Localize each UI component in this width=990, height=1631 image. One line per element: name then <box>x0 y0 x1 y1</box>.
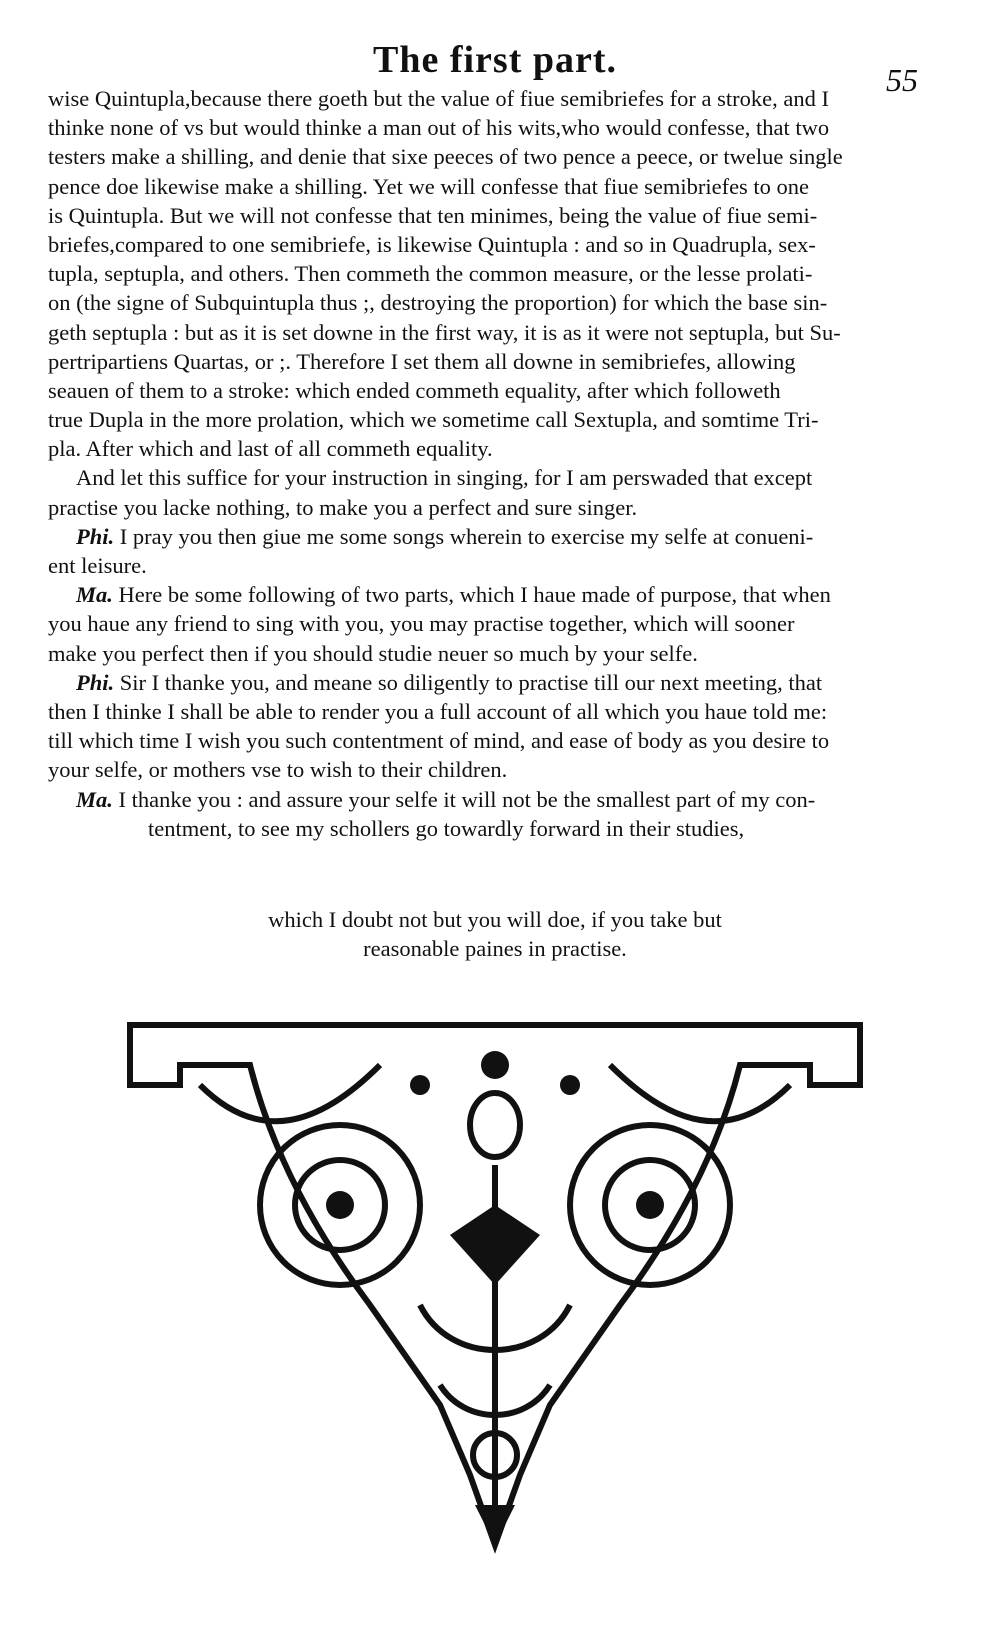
text-line: ent leisure. <box>48 553 147 578</box>
text-line: then I thinke I shall be able to render you a full account of all which you haue told me: <box>48 698 828 724</box>
tailpiece-ornament <box>120 1005 870 1565</box>
text-line: you haue any friend to sing with you, you may practise together, which will sooner <box>48 611 795 637</box>
speech-text: I thanke you : and assure your selfe it will not be the smallest part of my con- <box>118 786 816 812</box>
speaker-label: Phi. <box>76 523 115 549</box>
text-line: on (the signe of Subquintupla thus ;, destroying the proportion) for which the base sin- <box>48 290 828 316</box>
text-line: testers make a shilling, and denie that sixe peeces of two pence a peece, or twelue single <box>48 144 843 170</box>
text-line: And let this suffice for your instruction in singing, for I am perswaded that except <box>76 465 813 491</box>
speech-text: I pray you then giue me some songs wherein to exercise my selfe at conueni- <box>119 523 814 549</box>
closing-line: reasonable paines in practise. <box>363 936 627 961</box>
text-line: thinke none of vs but would thinke a man out of his wits,who would confesse, that two <box>48 115 830 141</box>
center-cartouche <box>470 1093 520 1157</box>
text-line: pertripartiens Quartas, or ;. Therefore I set them all downe in semibriefes, allowing <box>48 348 796 374</box>
text-line: practise you lacke nothing, to make you a perfect and sure singer. <box>48 494 638 520</box>
text-line: till which time I wish you such contentment of mind, and ease of body as you desire to <box>48 728 830 754</box>
text-line: your selfe, or mothers vse to wish to their children. <box>48 757 508 783</box>
text-line: seauen of them to a stroke: which ended commeth equality, after which followeth <box>48 377 781 403</box>
text-line: make you perfect then if you should studie neuer so much by your selfe. <box>48 640 698 666</box>
closing-line: which I doubt not but you will doe, if you take but <box>268 907 722 932</box>
main-text <box>48 84 938 843</box>
running-title: The first part. <box>372 39 618 81</box>
dialogue-line <box>48 668 938 697</box>
text-line: true Dupla in the more prolation, which we sometime call Sextupla, and somtime Tri- <box>48 407 819 433</box>
left-garland <box>200 1065 380 1121</box>
page-header <box>0 38 990 98</box>
text-line: briefes,compared to one semibriefe, is likewise Quintupla : and so in Quadrupla, sex- <box>48 231 816 257</box>
speaker-label: Phi. <box>76 669 115 695</box>
page-number: 55 <box>886 62 918 98</box>
speaker-label: Ma. <box>76 786 113 812</box>
dialogue-line <box>48 580 938 609</box>
text-line: pla. After which and last of all commeth equality. <box>48 436 493 462</box>
text-line: geth septupla : but as it is set downe in the first way, it is as it were not septupla, but Su- <box>48 319 841 345</box>
dialogue-line <box>48 785 938 814</box>
text-line: tupla, septupla, and others. Then commeth the common measure, or the lesse prolati- <box>48 261 813 287</box>
text-line: wise Quintupla,because there goeth but the value of fiue semibriefes for a stroke, and I <box>48 86 829 111</box>
dialogue-line <box>48 522 938 551</box>
text-line: tentment, to see my schollers go towardly forward in their studies, <box>148 815 745 841</box>
text-line: is Quintupla. But we will not confesse that ten minimes, being the value of fiue semi- <box>48 202 818 228</box>
speech-text: Here be some following of two parts, which I haue made of purpose, that when <box>118 582 831 608</box>
speaker-label: Ma. <box>76 582 113 608</box>
speech-text: Sir I thanke you, and meane so diligently to practise till our next meeting, that <box>119 669 823 695</box>
text-line: pence doe likewise make a shilling. Yet we will confesse that fiue semibriefes to one <box>48 173 810 199</box>
right-garland <box>610 1065 790 1121</box>
